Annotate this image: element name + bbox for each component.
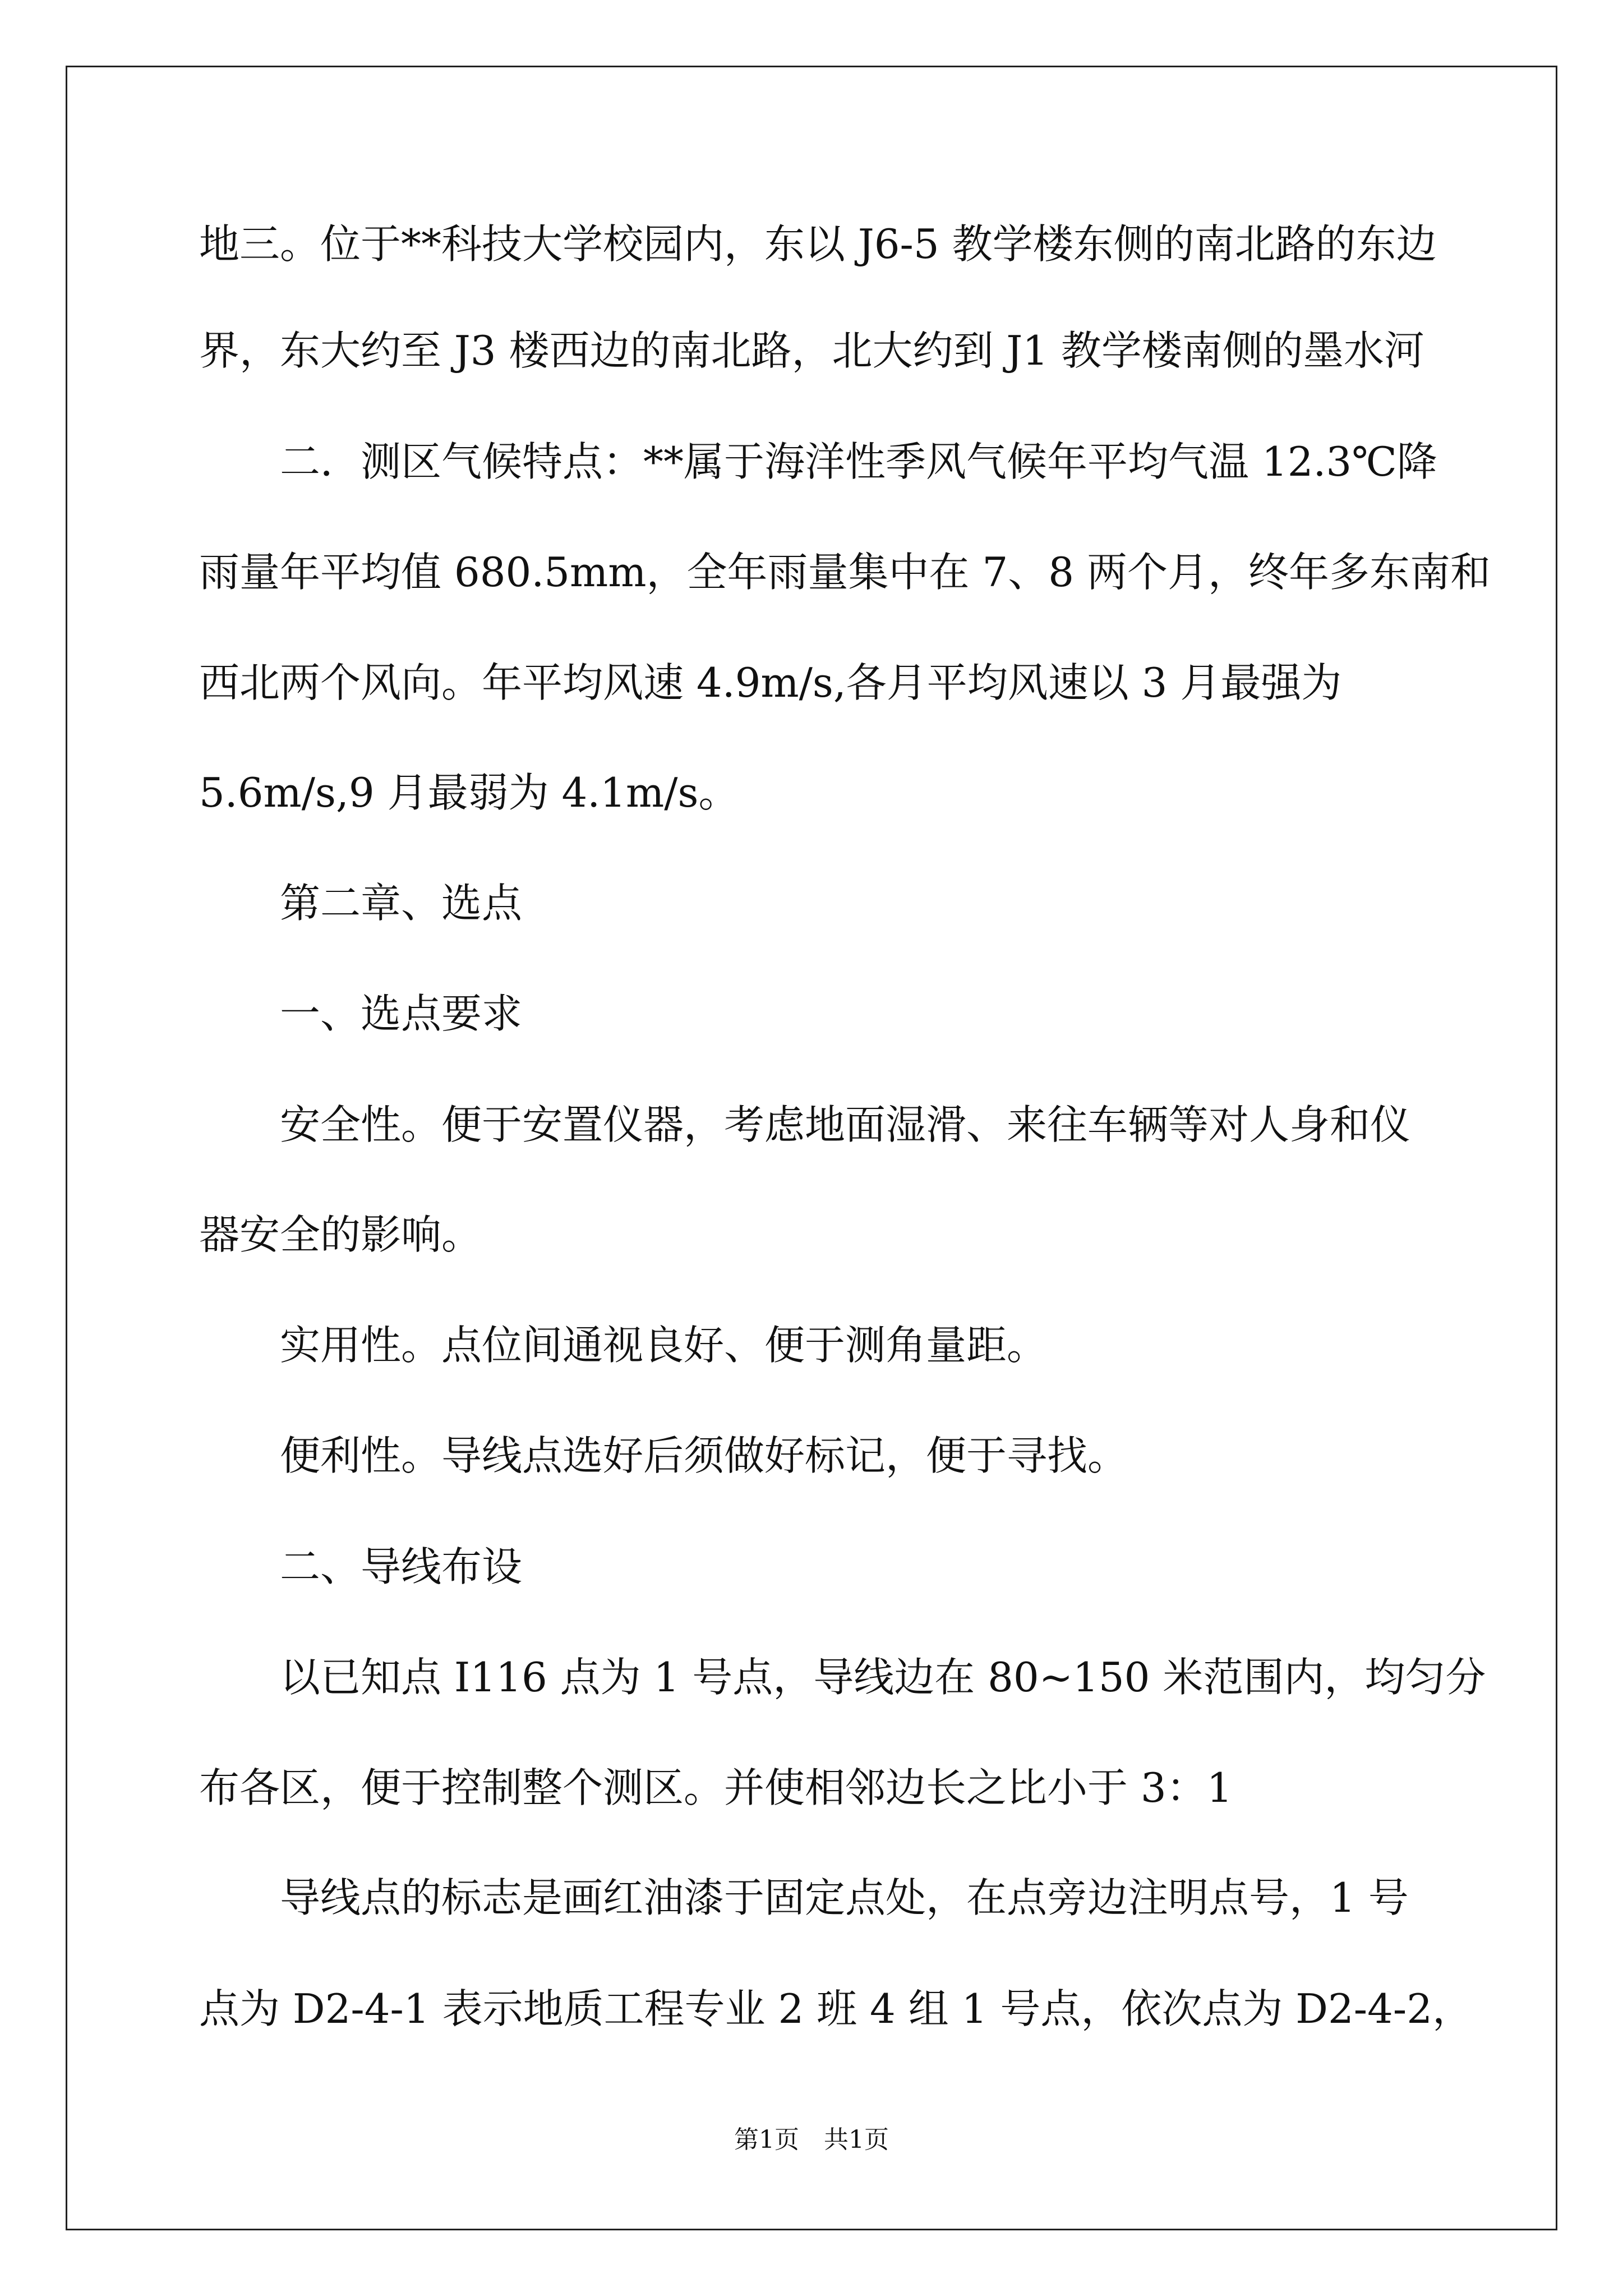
subsection-heading: 二、导线布设 — [280, 1543, 523, 1590]
text-line: 5.6m/s,9 月最弱为 4.1m/s。 — [199, 769, 739, 816]
text-line: 器安全的影响。 — [199, 1211, 482, 1258]
text-line: 安全性。便于安置仪器，考虑地面湿滑、来往车辆等对人身和仪 — [280, 1101, 1411, 1148]
text-line: 二．测区气候特点：**属于海洋性季风气候年平均气温 12.3℃降 — [280, 438, 1437, 485]
text-line: 西北两个风向。年平均风速 4.9m/s,各月平均风速以 3 月最强为 — [199, 659, 1342, 706]
text-line: 布各区，便于控制整个测区。并使相邻边长之比小于 3：1 — [199, 1764, 1233, 1811]
section-heading: 第二章、选点 — [280, 880, 523, 927]
text-line: 地三。位于**科技大学校园内，东以 J6-5 教学楼东侧的南北路的东边 — [199, 220, 1437, 268]
text-line: 便利性。导线点选好后须做好标记，便于寻找。 — [280, 1432, 1128, 1479]
subsection-heading: 一、选点要求 — [280, 990, 523, 1037]
text-line: 导线点的标志是画红油漆于固定点处，在点旁边注明点号，1 号 — [280, 1874, 1409, 1921]
text-line: 以已知点 I116 点为 1 号点，导线边在 80~150 米范围内，均匀分 — [280, 1654, 1486, 1701]
text-line: 实用性。点位间通视良好、便于测角量距。 — [280, 1322, 1048, 1369]
text-line: 雨量年平均值 680.5mm，全年雨量集中在 7、8 两个月，终年多东南和 — [199, 549, 1491, 596]
text-line: 界，东大约至 J3 楼西边的南北路，北大约到 J1 教学楼南侧的墨水河 — [199, 327, 1424, 374]
text-line: 点为 D2-4-1 表示地质工程专业 2 班 4 组 1 号点，依次点为 D2-4-2， — [199, 1985, 1473, 2032]
page-number: 第1页 共1页 — [734, 2125, 889, 2154]
